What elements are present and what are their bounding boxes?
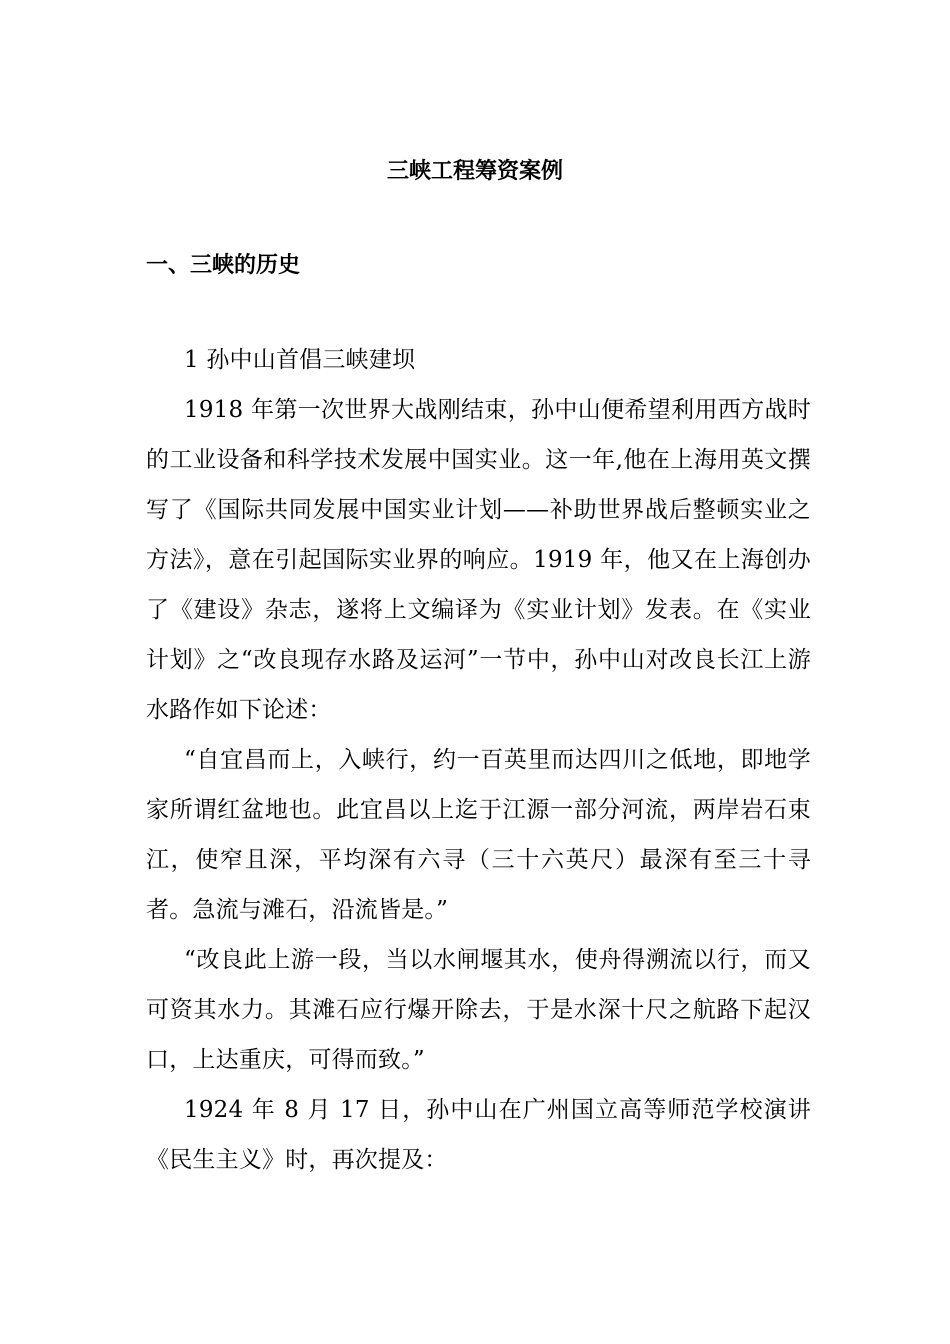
quote-paragraph: “自宜昌而上，入峡行，约一百英里而达四川之低地，即地学家所谓红盆地也。此宜昌以上迄于江源一部分河流，两岸岩石束江，使窄且深，平均深有六寻（三十六英尺）最深有至三十寻者。急流与滩石，沿流皆是。” bbox=[146, 747, 811, 923]
subsection-heading: 1 孙中山首倡三峡建坝 bbox=[184, 347, 416, 373]
document-title: 三峡工程筹资案例 bbox=[386, 159, 563, 184]
section-heading: 一、三峡的历史 bbox=[146, 253, 301, 278]
document-body bbox=[146, 335, 811, 1185]
quote-paragraph: “改良此上游一段，当以水闸堰其水，使舟得溯流以行，而又可资其水力。其滩石应行爆开除去，于是水深十尺之航路下起汉口，上达重庆，可得而致。” bbox=[146, 947, 811, 1073]
paragraph: 1918 年第一次世界大战刚结束，孙中山便希望利用西方战时的工业设备和科学技术发展中国实业。这一年,他在上海用英文撰写了《国际共同发展中国实业计划——补助世界战后整顿实业之方法》，意在引起国际实业界的响应。1919 年，他又在上海创办了《建设》杂志，遂将上文编译为《实业计划》发表。在《实业计划》之“改良现存水路及运河”一节中，孙中山对改良长江上游水路作如下论述： bbox=[146, 397, 811, 723]
paragraph: 1924 年 8 月 17 日，孙中山在广州国立高等师范学校演讲《民生主义》时，再次提及： bbox=[146, 1097, 811, 1173]
